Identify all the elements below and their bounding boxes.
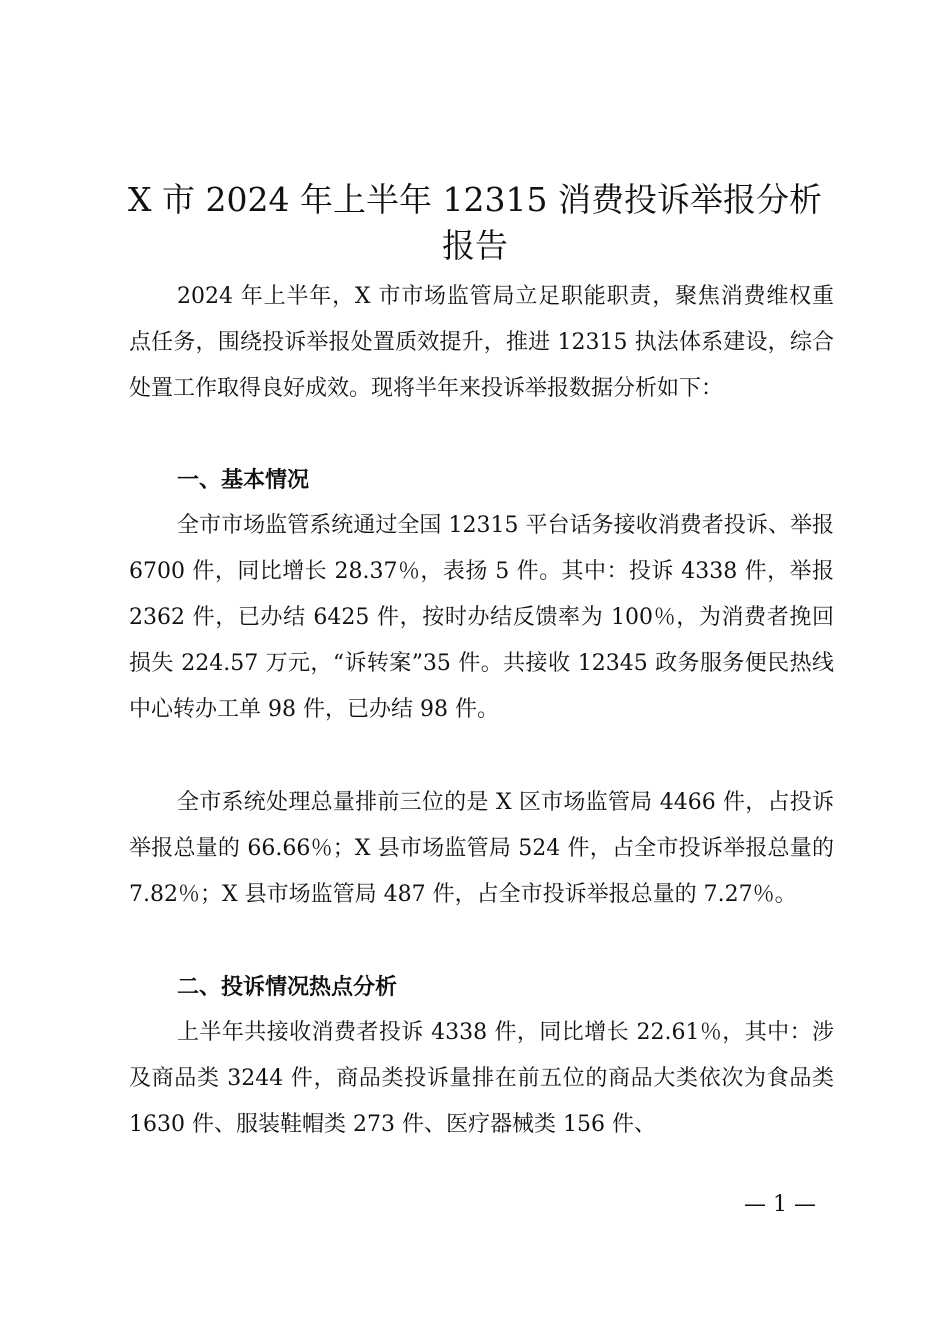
basic-situation-paragraph-1: 全市市场监管系统通过全国 12315 平台话务接收消费者投诉、举报 6700 件，同比增长 28.37％，表扬 5 件。其中：投诉 4338 件，举报 2362 件，已办结 6425 件，按时办结反馈率为 100％，为消费者挽回损失 224.57 万元，“诉转案”35 件。共接收 12345 政务服务便民热线中心转办工单 98 件，已办结 98 件。 <box>129 513 834 722</box>
complaint-analysis-paragraph: 上半年共接收消费者投诉 4338 件，同比增长 22.61％，其中：涉及商品类 3244 件，商品类投诉量排在前五位的商品大类依次为食品类 1630 件、服装鞋帽类 273 件、医疗器械类 156 件、 <box>129 1020 834 1137</box>
section-heading-basic-situation: 一、基本情况 <box>177 468 310 493</box>
page-number: — 1 — <box>744 1192 816 1217</box>
intro-paragraph: 2024 年上半年，X 市市场监管局立足职能职责，聚焦消费维权重点任务，围绕投诉举报处置质效提升，推进 12315 执法体系建设，综合处置工作取得良好成效。现将半年来投诉举报数据分析如下： <box>129 284 834 401</box>
basic-situation-paragraph-2: 全市系统处理总量排前三位的是 X 区市场监管局 4466 件，占投诉举报总量的 66.66％；X 县市场监管局 524 件，占全市投诉举报总量的 7.82％；X 县市场监管局 487 件，占全市投诉举报总量的 7.27％。 <box>129 790 834 907</box>
document-title-line-1: X 市 2024 年上半年 12315 消费投诉举报分析 <box>128 180 822 219</box>
document-title-line-2: 报告 <box>442 226 508 265</box>
section-heading-complaint-hotspot-analysis: 二、投诉情况热点分析 <box>177 975 398 1000</box>
